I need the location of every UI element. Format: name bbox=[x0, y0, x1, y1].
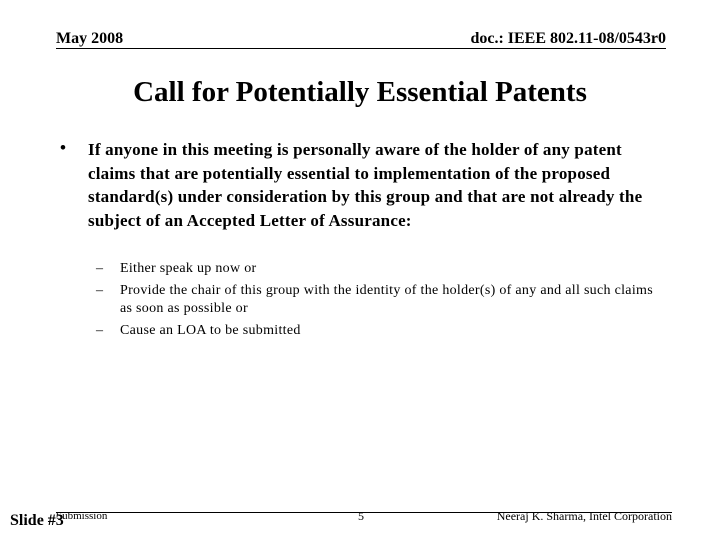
header-divider bbox=[56, 48, 666, 49]
submission-label: Submission bbox=[56, 510, 108, 522]
sub-bullet-text: Either speak up now or bbox=[120, 261, 257, 276]
sub-bullet-item bbox=[96, 282, 666, 318]
sub-bullet-item bbox=[96, 260, 666, 278]
header-doc-id: doc.: IEEE 802.11-08/0543r0 bbox=[470, 30, 666, 47]
page-number: 5 bbox=[358, 509, 364, 523]
slide-number-label: Slide #3 bbox=[10, 512, 64, 529]
dash-marker: – bbox=[96, 261, 103, 276]
slide-title: Call for Potentially Essential Patents bbox=[133, 76, 587, 108]
sub-bullet-list bbox=[96, 260, 666, 344]
sub-bullet-text: Provide the chair of this group with the identity of the holder(s) of any and all such claims as soon as possible or bbox=[120, 283, 653, 316]
author-label: Neeraj K. Sharma, Intel Corporation bbox=[496, 509, 672, 523]
header-date: May 2008 bbox=[56, 30, 124, 47]
dash-marker: – bbox=[96, 323, 103, 338]
sub-bullet-item bbox=[96, 322, 666, 340]
dash-marker: – bbox=[96, 283, 103, 298]
bullet-marker: • bbox=[60, 138, 66, 157]
bullet-text: If anyone in this meeting is personally aware of the holder of any patent claims that are potentially essential to implementation of the proposed standard(s) under consideration by this group and that are not already the subject of an Accepted Letter of Assurance: bbox=[88, 140, 643, 230]
sub-bullet-text: Cause an LOA to be submitted bbox=[120, 323, 301, 338]
